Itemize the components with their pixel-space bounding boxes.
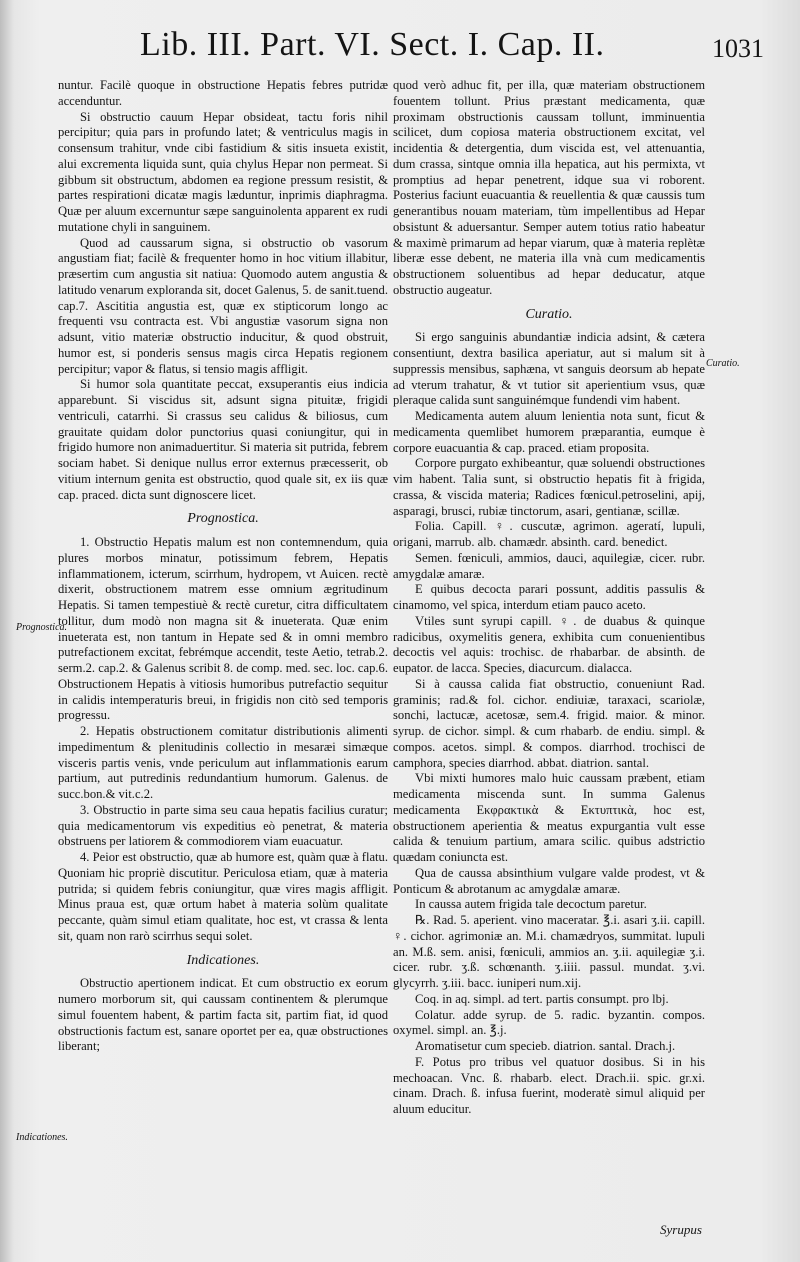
paragraph: Vtiles sunt syrupi capill. ♀. de duabus & quinque radicibus, oxymelitis genera, exhibita cum conuenientibus decoctis vel aquis: trochisc. de rhabarbar. de absinth. de eupator. de lacca. Species, diacurcum. dialacca.: [393, 613, 705, 675]
margin-note-prognostica: Prognostica.: [16, 622, 68, 633]
paragraph: nuntur. Facilè quoque in obstructione Hepatis febres putridæ accenduntur.: [58, 78, 388, 108]
paragraph: 1. Obstructio Hepatis malum est non contemnendum, quia plures morbos minatur, potissimum febrem, Hepatis inflammationem, icterum, scirrhum, hydropem, vt Auicen. rectè dixerit, obstructionem matrem esse omnium ægritudinum Hepatis. Si tamen tempestiuè & rectè curetur, citra difficultatem tollitur, dum modò non magna sit & inueterata. Quæ enim inueterata est, non tantum in Hepate sed & in omni membro putrefactionem excitat, febrémque accendit, teste Aetio, tetrab.2. serm.2. cap.2. & Galenus scribit 8. de comp. med. sec. loc. cap.6. Obstructionem Hepatis à vitiosis humoribus putrefactio sequitur in calidis intemperaturis breui, in frigidis non citò sed temporis progressu.: [58, 535, 388, 723]
paragraph: Quod ad caussarum signa, si obstructio ob vasorum angustiam fiat; facilè & frequenter homo in hoc vitium illabitur, præsertim cum angustia sit natiua: Quomodo autem angustia & latitudo venarum exploranda sit, docet Galenus, 5. de sanit.tuend. cap.7. Ascititia angustia est, quæ ex stipticorum longo ac frequenti vsu contracta est. Vbi angustiæ vasorum signa non adsunt, vitio materiæ obstructio inducitur, & quod obstruit, humor est, si ponderis sensus magis circa Hepatis regionem percipitur; vapor & flatus, si tensio magis affligit.: [58, 235, 388, 376]
paragraph: quod verò adhuc fit, per illa, quæ materiam obstructionem fouentem tollunt. Prius præstant medicamenta, quæ proximam obstructionis caussam tollunt, imminuentia scilicet, dum copiosa materia obstructionem excitat, vel incidentia & detergentia, dum viscida est, vel attenuantia, dum crassa, sintque omnia illa hepatica, aut his permixta, vt promptius ad hepar penetrent, idque sua vi roborent. Posterius faciunt euacuantia & reuellentia & quæ caussis tum generantibus nouam materiam, tùm impellentibus ad Hepar obsistunt & aduersantur. Semper autem totius ratio habeatur & maximè primarum ad hepar viarum, quæ à materia replètæ liberæ esse debent, ne materia illa vnà cum medicamentis obstructionem soluentibus ad hepar deducatur, atque obstructio augeatur.: [393, 78, 705, 297]
paragraph: Corpore purgato exhibeantur, quæ soluendi obstructiones vim habent. Talia sunt, si obstructio hepatis fit à frigida, crassa, & viscida materia; Radices fœnicul.petroselini, apij, asparagi, brusci, rubiæ tinctorum, asari, gentianæ, scillæ.: [393, 456, 705, 518]
paragraph: Si ergo sanguinis abundantiæ indicia adsint, & cætera consentiunt, dextra basilica aperiatur, aut si malum sit à suppressis mensibus, saphæna, vt sanguis deorsum ab hepate ad vterum trahatur, & vt tutior sit aperientium vsus, quæ pleraque calida sunt sanguinémque fundendi vim habent.: [393, 330, 705, 408]
page-number: 1031: [712, 34, 764, 63]
paragraph: Vbi mixti humores malo huic caussam præbent, etiam medicamenta miscenda sunt. In summa Galenus medicamenta Εκφρακτικὰ & Εκτυπτικὰ, hoc est, obstructionem aperientia & meatus expurgantia vult esse calida & tenuium partium, amara scilic. quibus adstrictio quædam coniuncta est.: [393, 771, 705, 864]
paragraph: Si obstructio cauum Hepar obsideat, tactu foris nihil percipitur; quia pars in profundo latet; & ventriculus magis in consensum trahitur, vnde cibi fastidium & sitis insueta existit, alui excrementa liquida sunt, quia chylus Hepar non permeat. Si gibbum sit obstructum, abdomen ea regione pressum resistit, & partes respirationi dicatæ magis læduntur, inprimis diaphragma. Quæ per aluum excernuntur sæpe sanguinolenta apparent ex rudi mutatione chyli in sanguinem.: [58, 109, 388, 234]
margin-note-curatio: Curatio.: [706, 358, 740, 369]
catchword: Syrupus: [660, 1222, 702, 1237]
paragraph: Si humor sola quantitate peccat, exsuperantis eius indicia apparebunt. Si viscidus sit, adsunt signa pituitæ, frigidi ventriculi, catarrhi. Si crassus seu calidus & biliosus, cum grauitate quidam dolor punctorius quasi coniungitur, qui in frigido humore non animaduertitur. Si materia sit putrida, febrem sociam habet. Si denique nullus error externus præcesserit, ob vitium internum genita est obstructio, quod quale sit, ex iis quæ cap. praced. dicta sunt dignoscere licet.: [58, 377, 388, 502]
paragraph: Coq. in aq. simpl. ad tert. partis consumpt. pro lbj.: [415, 991, 669, 1006]
right-column: [393, 78, 705, 1118]
paragraph: 4. Peior est obstructio, quæ ab humore est, quàm quæ à flatu. Quoniam hic propriè discutitur. Periculosa etiam, quæ à materia putrida; si quidem febris coniungitur, quæ vires magis affligit. Minus praua est, quæ ortum habet à materia solùm qualitate peccante, quàm simul etiam qualitate, hoc est, vt crassa & lenta sit, quam non rarò scirrhus sequi solet.: [58, 850, 388, 943]
left-column: [58, 78, 388, 1055]
paragraph: Folia. Capill. ♀. cuscutæ, agrimon. ageratí, lupuli, origani, marrub. alb. chamædr. absinth. card. benedict.: [393, 519, 705, 549]
paragraph: 2. Hepatis obstructionem comitatur distributionis alimenti impedimentum & plenitudinis collectio in mesaræi simæque visceris partis venis, vnde periculum aut inflammationis earum partium, aut putredinis redundantium humorum. Galenus. de succ.bon.& vit.c.2.: [58, 724, 388, 801]
paragraph: Semen. fœniculi, ammios, dauci, aquilegiæ, cicer. rubr. amygdalæ amaræ.: [393, 550, 705, 581]
paragraph: Aromatisetur cum specieb. diatrion. santal. Drach.j.: [415, 1039, 676, 1053]
section-heading-indicationes: Indicationes.: [186, 952, 260, 968]
paragraph: E quibus decocta parari possunt, additis passulis & cinamomo, vel spica, interdum etiam pauco aceto.: [393, 582, 705, 612]
margin-note-indicationes: Indicationes.: [16, 1132, 68, 1143]
section-heading-curatio: Curatio.: [525, 306, 573, 322]
paragraph: In caussa autem frigida tale decoctum paretur.: [415, 897, 647, 912]
paragraph: 3. Obstructio in parte sima seu caua hepatis facilius curatur; quia medicamentorum vis expeditius eò penetrat, & materia obstruens per latiorem & commodiorem viam euacuatur.: [58, 802, 388, 849]
paragraph: Colatur. adde syrup. de 5. radic. byzantin. compos. oxymel. simpl. an. ℥.j.: [393, 1007, 705, 1038]
paragraph: Si à caussa calida fiat obstructio, conueniunt Rad. graminis; rad.& fol. cichor. endiuiæ, taraxaci, scariolæ, sonchi, lactucæ, acetosæ, sem.4. frigid. maior. & minor. syrup. de cichor. simpl. & cum rhabarb. de endiu. simpl. & compos. acetos. simpl. & compos. diarrhod. trochisci de camphora, species diarrhod. abbat. diatrion. santal.: [393, 676, 705, 770]
running-head: Lib. III. Part. VI. Sect. I. Cap. II.: [140, 26, 605, 63]
section-heading-prognostica: Prognostica.: [187, 511, 259, 527]
paragraph: Qua de caussa absinthium vulgare valde prodest, vt & Ponticum & abrotanum ac amygdalæ amaræ.: [393, 865, 705, 896]
paragraph: Obstructio apertionem indicat. Et cum obstructio ex eorum numero morborum sit, qui caussam continentem & plerumque simul fouentem habent, & partim facta sit, partim fiat, id quod obstructionis factum est, sanare oportet per ea, quæ obstructiones liberant;: [58, 976, 388, 1054]
paragraph: Medicamenta autem aluum lenientia nota sunt, ficut & medicamenta quemlibet humorem præparantia, eumque è corpore euacuantia & cap. praced. etiam proposita.: [393, 409, 705, 455]
paragraph: ℞. Rad. 5. aperient. vino maceratar. ℥.i. asari ʒ.ii. capill. ♀. cichor. agrimoniæ an. M.i. chamædryos, summitat. lupuli an. M.ß. sem. anisi, fœniculi, ammios an. ʒ.ii. aquilegiæ ʒ.i. cicer. rubr. ʒ.ß. schœnanth. ʒ.iiii. passul. mundat. ʒ.vi. glycyrrh. ʒ.iii. bacc. iuniperi num.xij.: [393, 913, 705, 990]
paragraph: F. Potus pro tribus vel quatuor dosibus. Si in his mechoacan. Vnc. ß. rhabarb. elect. Drach.ii. spic. gr.xi. cinam. Drach. ß. infusa fuerint, moderatè simul aliquid per aluum educitur.: [393, 1054, 705, 1116]
